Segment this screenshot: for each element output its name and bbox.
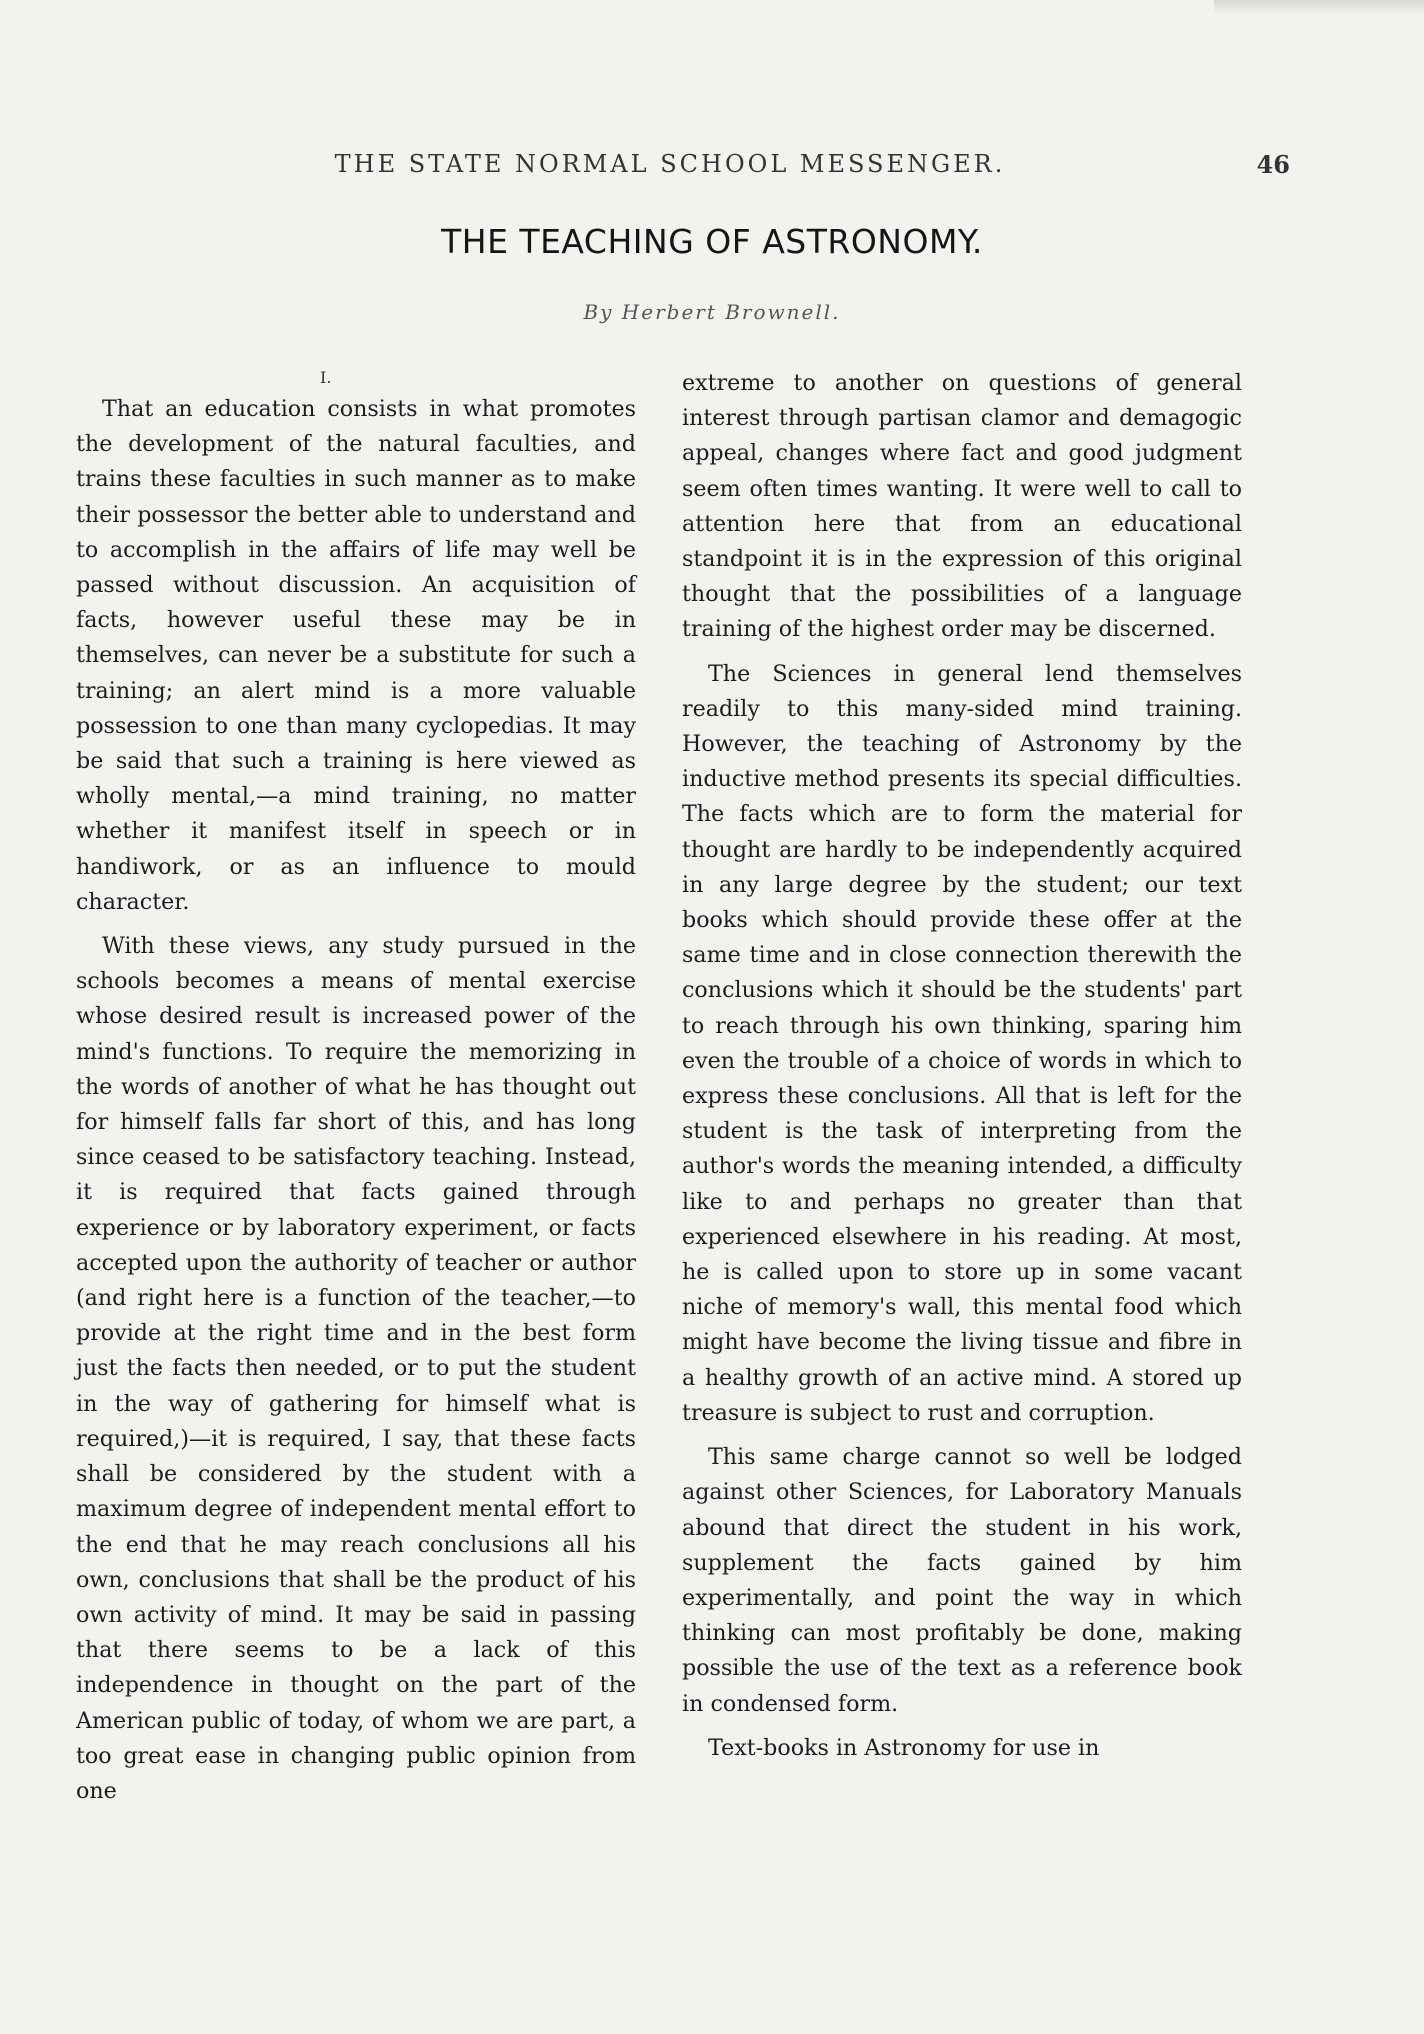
paragraph: This same charge cannot so well be lodged against other Sciences, for Laboratory Manuals abound that direct the student in his work, supplement the facts gained by him experimentally, and point the way in which thinking can most profitably be done, making possible the use of the text as a reference book in condensed form. [682, 1444, 1242, 1717]
paragraph-continued: extreme to another on questions of general interest through partisan clamor and demagogic appeal, changes where fact and good judgment seem often times wanting. It were well to call to attention here that from an educational standpoint it is in the expression of this original thought that the possibilities of a language training of the highest order may be discerned. [682, 370, 1242, 643]
paragraph: With these views, any study pursued in the schools becomes a means of mental exercise whose desired result is increased power of the mind's functions. To require the memorizing in the words of another of what he has thought out for himself falls far short of this, and has long since ceased to be satisfactory teaching. Instead, it is required that facts gained through experience or by laboratory experiment, or facts accepted upon the authority of teacher or author (and right here is a function of the teacher,—to provide at the right time and in the best form just the facts then needed, or to put the student in the way of gathering for himself what is required,)—it is required, I say, that these facts shall be considered by the student with a maximum degree of independent mental effort to the end that he may reach conclusions all his own, conclusions that shall be the product of his own activity of mind. It may be said in passing that there seems to be a lack of this independence in thought on the part of the American public of today, of whom we are part, a too great ease in changing public opinion from one [76, 933, 636, 1804]
page-number: 46 [1256, 150, 1290, 179]
section-numeral: I. [320, 368, 332, 387]
running-title: THE STATE NORMAL SCHOOL MESSENGER. [334, 150, 1006, 178]
byline: By Herbert Brownell. [583, 300, 841, 324]
paragraph: The Sciences in general lend themselves readily to this many-sided mind training. However, the teaching of Astronomy by the inductive method presents its special difficulties. The facts which are to form the material for thought are hardly to be independently acquired in any large degree by the student; our text books which should provide these offer at the same time and in close connection therewith the conclusions which it should be the students' part to reach through his own thinking, sparing him even the trouble of a choice of words in which to express these conclusions. All that is left for the student is the task of interpreting from the author's words the meaning intended, a difficulty like to and perhaps no greater than that experienced elsewhere in his reading. At most, he is called upon to store up in some vacant niche of memory's wall, this mental food which might have become the living tissue and fibre in a healthy growth of an active mind. A stored up treasure is subject to rust and corruption. [682, 660, 1242, 1426]
scan-edge-shadow [1214, 0, 1424, 14]
article-title: THE TEACHING OF ASTRONOMY. [441, 222, 983, 261]
paragraph: Text-books in Astronomy for use in [708, 1734, 1100, 1761]
paragraph: That an education consists in what promotes the development of the natural faculties, and trains these faculties in such manner as to make their possessor the better able to understand and to accomplish in the affairs of life may well be passed without discussion. An acquisition of facts, however useful these may be in themselves, can never be a substitute for such a training; an alert mind is a more valuable possession to one than many cyclopedias. It may be said that such a training is here viewed as wholly mental,—a mind training, no matter whether it manifest itself in speech or in handiwork, or as an influence to mould character. [76, 396, 636, 915]
left-column [76, 392, 636, 1818]
right-column [682, 366, 1242, 1775]
running-header [150, 150, 1290, 190]
